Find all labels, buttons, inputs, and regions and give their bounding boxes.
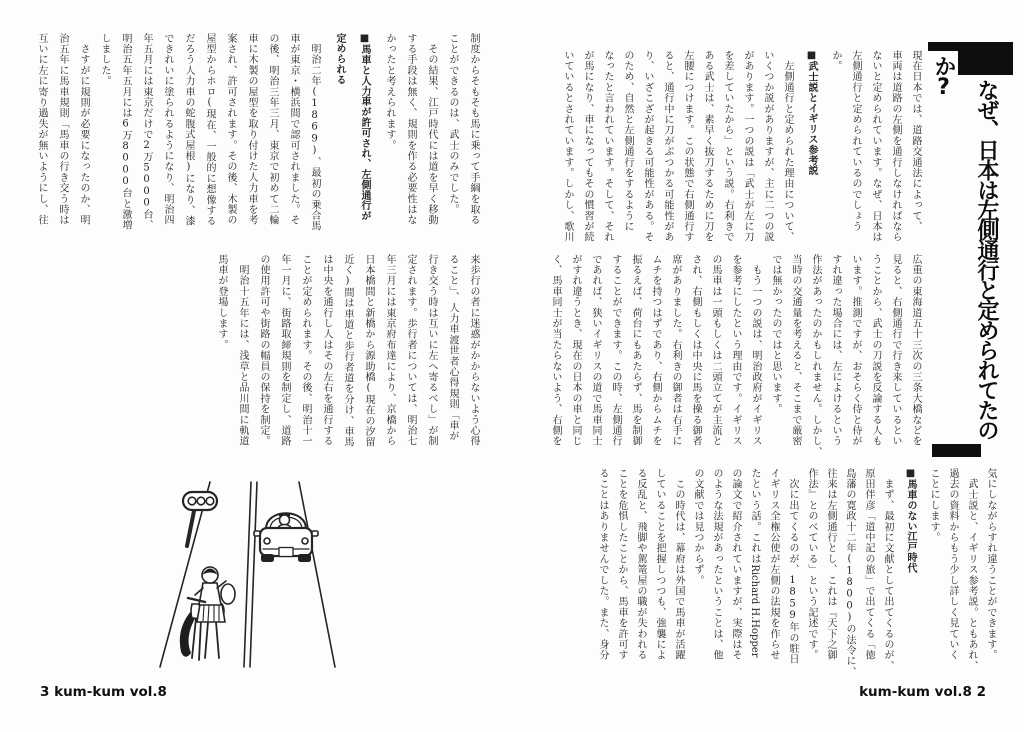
text-column: 広重の東海道五十三次の三条大橋などを bbox=[910, 254, 921, 447]
text-column: その結果、江戸時代には道を早く移動 bbox=[426, 33, 437, 226]
page-title-line1: なぜ、日本は左側通行と定められてたの bbox=[974, 79, 999, 439]
text-column: 車に木製の屋型を取り付けた人力車を考 bbox=[246, 33, 257, 226]
text-column: ないと定められています。なぜ、日本は bbox=[870, 50, 881, 243]
text-column: していることを把握しつつも、強襲によ bbox=[654, 468, 665, 661]
text-column: なったと言われています。そして、それ bbox=[602, 50, 613, 243]
text-column: いているとされています。しかし、歌川 bbox=[562, 50, 573, 243]
section-heading: ■武士説とイギリス参考説 bbox=[806, 50, 817, 176]
text-column: のため、自然と左側通行をするように bbox=[622, 50, 633, 232]
text-column: もう一つの説は、明治政府がイギリス bbox=[750, 254, 761, 447]
title-top-bar bbox=[958, 42, 1013, 75]
text-column: 年三月には東京府布達により、京橋から bbox=[384, 254, 395, 447]
text-column: 武士説と、イギリス参考説。ともあれ、 bbox=[966, 468, 977, 672]
text-column: ること」、人力車渡世者心得規則「車が bbox=[447, 254, 458, 442]
page-number-right: kum-kum vol.8 2 bbox=[859, 684, 986, 700]
text-column: 作法』とのべている」という記述です。 bbox=[806, 468, 817, 661]
text-column: され、右側もしくは中央に馬を操る御者 bbox=[690, 254, 701, 447]
text-column: 屋型からホロ(現在、一般的に想像する bbox=[204, 33, 215, 227]
text-column: は中央を通行し人はその左右を通行する bbox=[321, 254, 332, 447]
text-column: 現在日本では、道路交通法によって、 bbox=[910, 50, 921, 232]
text-column: うことから、武士の刀説を反論する人も bbox=[870, 254, 881, 447]
text-column: 左腰につけます。この状態で右側通行す bbox=[682, 50, 693, 243]
text-column: の馬車は一頭もしくは二頭立てが主流と bbox=[710, 254, 721, 447]
text-column: がすれ違うとき、現在の日本の車と同じ bbox=[570, 254, 581, 447]
section-heading: 定められる bbox=[334, 33, 345, 85]
text-column: 作法があったのかもしれません。しかし、 bbox=[810, 254, 821, 458]
text-column: 往来は左側通行とし、これは『天下之御 bbox=[825, 468, 836, 661]
text-column: 互いに左に寄り過失が無いようにし、往 bbox=[36, 33, 47, 226]
right-text-band-1 bbox=[557, 50, 925, 266]
text-column: があります。一つの説は「武士が左に刀 bbox=[742, 50, 753, 243]
text-column: できれいに塗られるようになり、明治四 bbox=[162, 33, 173, 226]
text-column: する手段は無く、規則を作る必要性はな bbox=[405, 33, 416, 226]
text-column: 左側通行と定められた理由について、 bbox=[782, 50, 793, 243]
text-column: イギリス全権公使が左側の法規を作らせ bbox=[768, 468, 779, 661]
text-column: 来歩行の者に迷惑がかからないよう心得 bbox=[468, 254, 479, 447]
text-column: まず、最初に文献として出てくるのが、 bbox=[882, 468, 893, 672]
text-column: 振るえば、荷台にもあたらず、馬を制御 bbox=[630, 254, 641, 447]
text-column: の使用許可や街路の幅員の保持を制定。 bbox=[258, 254, 269, 447]
text-column: 席がありました。右利きの御者は右手に bbox=[670, 254, 681, 447]
text-column: ことを危惧したことから、馬車を許可す bbox=[616, 468, 627, 661]
text-column: 左側通行と定められているのでしょう bbox=[850, 50, 861, 232]
text-column: 案され、許可されます。その後、木製の bbox=[225, 33, 236, 226]
text-column: 気にしながらすれ違うことができます。 bbox=[985, 468, 996, 661]
text-column: 治五年に馬車規則「馬車の行き交う時は bbox=[57, 33, 68, 226]
text-column: 制度からそもそも馬に乗って手綱を取る bbox=[468, 33, 479, 226]
text-column: 行き交う時は互いに左へ寄るべし」が制 bbox=[426, 254, 437, 447]
horse-rider-icon bbox=[180, 567, 235, 660]
text-column: 明治十五年には、浅草と品川間に軌道 bbox=[237, 254, 248, 447]
text-column: ることはありませんでした。また、身分 bbox=[597, 468, 608, 661]
right-text-band-2 bbox=[545, 254, 925, 470]
text-column: 年五月には東京だけで2万5000台、 bbox=[141, 33, 152, 231]
text-column: り、いざこざが起きる可能性がある。そ bbox=[642, 50, 653, 243]
text-column: 年一月に、街路取締規則を制定し、道路 bbox=[279, 254, 290, 447]
text-column: すれ違った場合には、左によけるという bbox=[830, 254, 841, 447]
text-column: たという話。これはRichard H.Hopper bbox=[749, 468, 760, 658]
text-column: く、馬車同士が当たらないよう、右側を bbox=[550, 254, 561, 447]
text-column: だろう人力車の蛇腹式屋根)になり、漆 bbox=[183, 33, 194, 227]
text-column: る反乱と、飛脚や駕篭屋の職が失われる bbox=[635, 468, 646, 661]
text-column: 次に出てくるのが、1859年の駐日 bbox=[787, 468, 798, 665]
text-column: であれば、狭いイギリスの道で馬車同士 bbox=[590, 254, 601, 447]
text-column: 日本橋間と新橋から源助橋(現在の汐留 bbox=[363, 254, 374, 448]
text-column: の論文で紹介されていますが、実際はそ bbox=[730, 468, 741, 661]
text-column: の文献では見つからず。 bbox=[692, 468, 703, 586]
text-column: 近く)間は車道と歩行者道を分け、車馬 bbox=[342, 254, 353, 448]
text-column: 定されます。歩行者については、明治七 bbox=[405, 254, 416, 447]
text-column: が馬になり、車になってもその慣習が続 bbox=[582, 50, 593, 243]
text-column: 馬車が登場します。 bbox=[216, 254, 227, 351]
text-column: 原田伴彦「道中記の旅」で出てくる「徳 bbox=[863, 468, 874, 661]
text-column: かったと考えられます。 bbox=[384, 33, 395, 151]
page-number-left: 3 kum-kum vol.8 bbox=[40, 684, 167, 700]
left-text-band-2 bbox=[211, 254, 484, 470]
text-column: 明治二年(1869)、最初の乗合馬 bbox=[309, 33, 320, 232]
text-column: 島藩の寛政十二年(1800)の法令に、 bbox=[844, 468, 855, 678]
text-column: の後、明治三年三月、東京で初めて二輪 bbox=[267, 33, 278, 226]
section-heading: ■馬車のない江戸時代 bbox=[905, 468, 916, 573]
text-column: 明治五年五月には6万8000台と激増 bbox=[120, 33, 131, 231]
text-column: ムチを持つはずであり、右側からムチを bbox=[650, 254, 661, 447]
text-column: することができます。この時、左側通行 bbox=[610, 254, 621, 447]
text-column: ると、通行中に刀がぶつかる可能性があ bbox=[662, 50, 673, 243]
text-column: 車が東京・横浜間で認可されました。そ bbox=[288, 33, 299, 226]
text-column: 見ると、右側通行で行き来しているとい bbox=[890, 254, 901, 447]
text-column: しました。 bbox=[99, 33, 110, 87]
text-column: ある武士は、素早く抜刀するために刀を bbox=[702, 50, 713, 243]
text-column: いくつか説がありますが、主に二つの説 bbox=[762, 50, 773, 243]
section-heading: ■馬車と人力車が許可され、左側通行が bbox=[359, 33, 370, 222]
text-column: のような法規があったということは、他 bbox=[711, 468, 722, 661]
text-column: さすがに規則が必要になったのか、明 bbox=[78, 33, 89, 226]
title-line2-bar bbox=[928, 42, 959, 51]
text-column: 過去の資料からもう少し詳しく見ていく bbox=[947, 468, 958, 661]
left-side-traffic-illustration bbox=[148, 452, 363, 704]
text-column: か。 bbox=[830, 50, 841, 72]
text-column: この時代は、幕府は外国で馬車が活躍 bbox=[673, 468, 684, 661]
right-text-band-3 bbox=[593, 468, 1000, 684]
car-icon bbox=[254, 513, 318, 562]
text-column: 当時の交通量を考えると、そこまで厳密 bbox=[790, 254, 801, 447]
page-title-line2: か? bbox=[931, 55, 956, 98]
text-column: います。推測ですが、おそらく侍と侍が bbox=[850, 254, 861, 447]
left-text-band-1 bbox=[31, 33, 484, 249]
text-column: を差していたから」という説。右利きで bbox=[722, 50, 733, 243]
text-column: 車両は道路の左側を通行しなければなら bbox=[890, 50, 901, 243]
text-column: ことができるのは、武士のみでした。 bbox=[447, 33, 458, 215]
text-column: ことにします。 bbox=[928, 468, 939, 543]
text-column: を参考にしたという理由です。イギリス bbox=[730, 254, 741, 447]
text-column: では無かったのではと思います。 bbox=[770, 254, 781, 415]
text-column: ことが定められます。その後、明治十一 bbox=[300, 254, 311, 447]
